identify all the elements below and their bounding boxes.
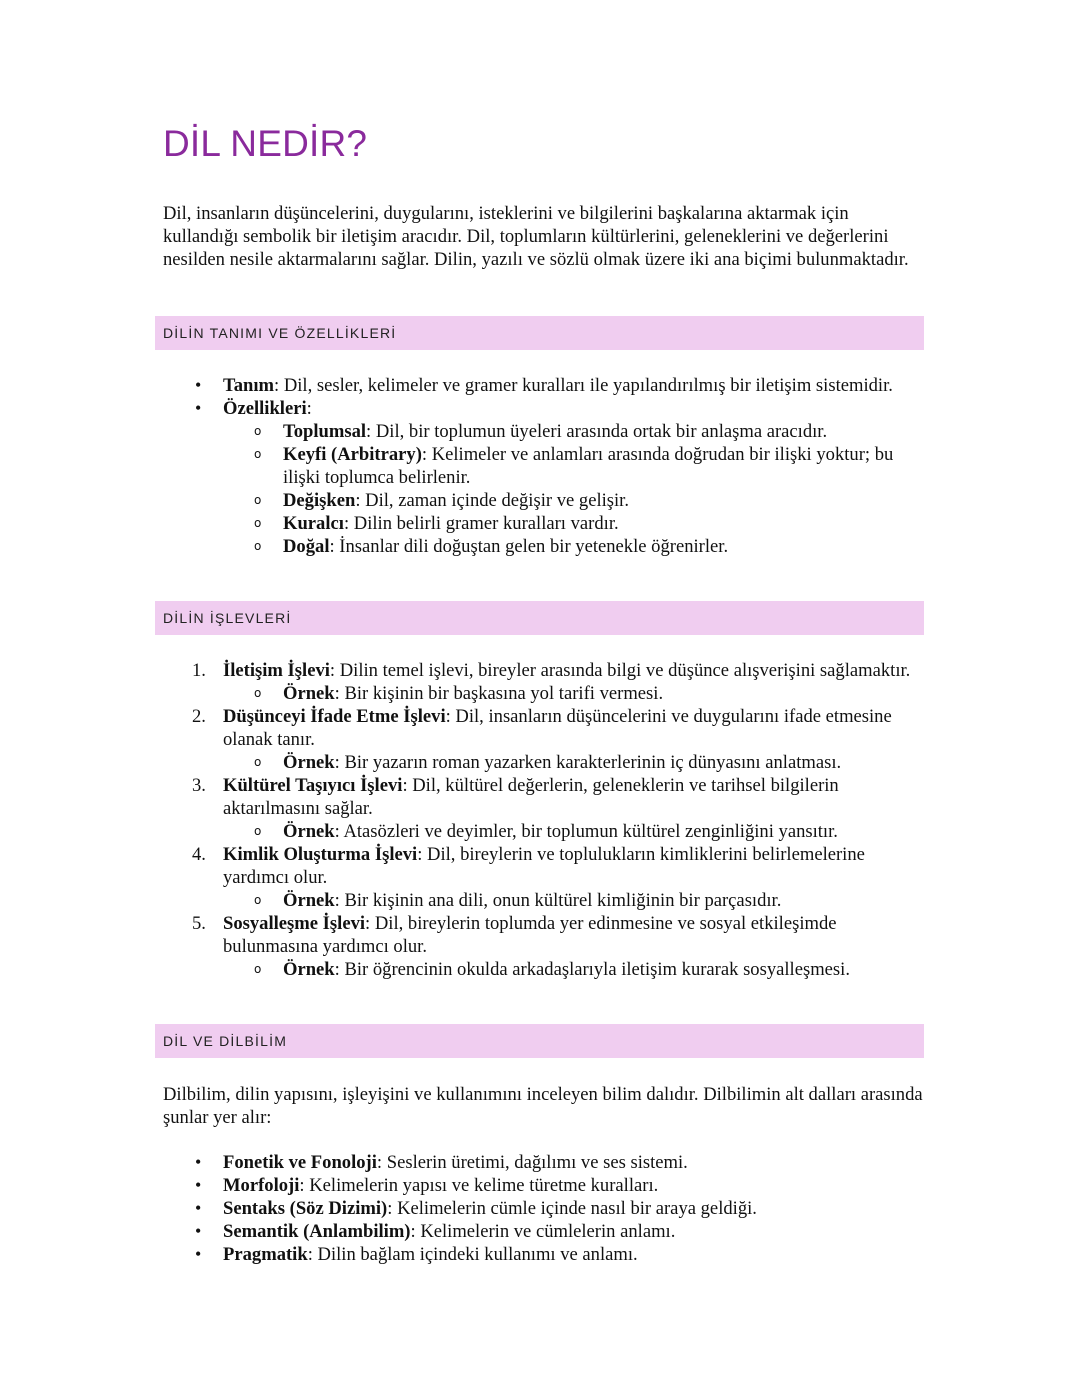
section-heading-band [155, 316, 924, 350]
intro-paragraph: Dil, insanların düşüncelerini, duygularını, isteklerini ve bilgilerini başkalarına aktarmak için kullandığı sembolik bir iletişim aracıdır. Dil, toplumların kültürlerini, geleneklerini ve değerlerini nesilden nesile aktarmalarını sağlar. Dilin, yazılı ve sözlü olmak üzere iki ana biçimi bulunmaktadır. [163, 203, 909, 270]
sub-bullet-marker: o [254, 424, 262, 438]
bullet-marker: • [195, 1198, 202, 1218]
example-sublist [223, 889, 923, 912]
numbered-item [163, 843, 923, 912]
item-number: 4. [192, 844, 206, 865]
sub-bullet-marker: o [254, 962, 262, 976]
example-term: Örnek [283, 821, 335, 842]
example-text: : Atasözleri ve deyimler, bir toplumun kültürel zenginliğini yansıtır. [334, 821, 838, 842]
item-text: : Dil, kültürel değerlerin, geleneklerin ve tarihsel bilgilerin aktarılmasını sağlar. [223, 775, 839, 819]
item-term: Fonetik ve Fonoloji [223, 1152, 377, 1173]
example-item [223, 682, 923, 705]
list-item [163, 374, 923, 397]
item-term: Özellikleri [223, 398, 307, 419]
item-term: Değişken [283, 490, 356, 511]
example-text: : Bir yazarın roman yazarken karakterlerinin iç dünyasını anlatması. [334, 752, 842, 773]
sublist-item [223, 512, 923, 535]
sub-bullet-marker: o [254, 516, 262, 530]
item-term: Pragmatik [223, 1244, 308, 1265]
sub-bullet-marker: o [254, 755, 262, 769]
item-term: Keyfi (Arbitrary) [283, 444, 422, 465]
bullet-marker: • [195, 1221, 202, 1241]
example-sublist [223, 958, 923, 981]
item-term: Doğal [283, 536, 330, 557]
tanim-list [163, 374, 923, 558]
example-term: Örnek [283, 890, 335, 911]
sub-bullet-marker: o [254, 893, 262, 907]
item-text: : Dil, bireylerin toplumda yer edinmesine ve sosyal etkileşimde bulunmasına yardımcı olur. [223, 913, 837, 957]
sub-bullet-marker: o [254, 447, 262, 461]
list-item [163, 1174, 923, 1197]
item-text: : İnsanlar dili doğuştan gelen bir yetenekle öğrenirler. [329, 536, 729, 557]
bullet-marker: • [195, 1152, 202, 1172]
sublist-item [223, 443, 923, 489]
item-text: : Dil, bir toplumun üyeleri arasında ortak bir anlaşma aracıdır. [366, 421, 828, 442]
item-text: : Dilin temel işlevi, bireyler arasında bilgi ve düşünce alışverişini sağlamaktır. [329, 660, 911, 681]
example-item [223, 958, 923, 981]
item-number: 3. [192, 775, 206, 796]
list-item [163, 1151, 923, 1174]
page-title: DİL NEDİR? [163, 123, 368, 164]
section-heading-tanim: DİLİN TANIMI VE ÖZELLİKLERİ [163, 325, 397, 341]
item-number: 2. [192, 706, 206, 727]
item-number: 5. [192, 913, 206, 934]
item-term: Kimlik Oluşturma İşlevi [223, 844, 418, 865]
sublist-item [223, 489, 923, 512]
dilbilim-list [163, 1151, 923, 1266]
item-term: İletişim İşlevi [223, 660, 330, 681]
item-text: : Kelimelerin yapısı ve kelime türetme kuralları. [299, 1175, 659, 1196]
item-number: 1. [192, 660, 206, 681]
list-item [163, 397, 923, 558]
example-term: Örnek [283, 959, 335, 980]
item-term: Düşünceyi İfade Etme İşlevi [223, 706, 446, 727]
example-text: : Bir kişinin ana dili, onun kültürel kimliğinin bir parçasıdır. [334, 890, 782, 911]
islevler-list [163, 659, 923, 981]
item-text: : Dil, sesler, kelimeler ve gramer kuralları ile yapılandırılmış bir iletişim sistemidir. [274, 375, 893, 396]
section-heading-dilbilim: DİL VE DİLBİLİM [163, 1033, 288, 1049]
example-term: Örnek [283, 683, 335, 704]
section-heading-islevler: DİLİN İŞLEVLERİ [163, 610, 292, 626]
sub-bullet-marker: o [254, 493, 262, 507]
item-text: : Dilin belirli gramer kuralları vardır. [343, 513, 619, 534]
list-item [163, 1243, 923, 1266]
item-term: Morfoloji [223, 1175, 300, 1196]
item-text: : Dil, bireylerin ve toplulukların kimliklerini belirlemelerine yardımcı olur. [223, 844, 865, 888]
example-sublist [223, 820, 923, 843]
sublist-item [223, 535, 923, 558]
item-text: : Dil, zaman içinde değişir ve gelişir. [355, 490, 629, 511]
bullet-marker: • [195, 375, 202, 395]
example-text: : Bir öğrencinin okulda arkadaşlarıyla iletişim kurarak sosyalleşmesi. [334, 959, 850, 980]
bullet-marker: • [195, 1175, 202, 1195]
sub-bullet-marker: o [254, 824, 262, 838]
item-term: Tanım [223, 375, 274, 396]
sub-bullet-marker: o [254, 686, 262, 700]
section-heading-band [155, 1024, 924, 1058]
example-item [223, 820, 923, 843]
example-item [223, 889, 923, 912]
item-text: : [306, 398, 312, 419]
features-sublist [223, 420, 923, 558]
item-term: Toplumsal [283, 421, 367, 442]
numbered-item [163, 659, 923, 705]
example-item [223, 751, 923, 774]
item-term: Kuralcı [283, 513, 344, 534]
numbered-item [163, 774, 923, 843]
item-term: Sosyalleşme İşlevi [223, 913, 366, 934]
item-term: Kültürel Taşıyıcı İşlevi [223, 775, 403, 796]
item-text: : Dilin bağlam içindeki kullanımı ve anlamı. [307, 1244, 638, 1265]
list-item [163, 1220, 923, 1243]
example-sublist [223, 682, 923, 705]
example-text: : Bir kişinin bir başkasına yol tarifi vermesi. [334, 683, 664, 704]
item-term: Sentaks (Söz Dizimi) [223, 1198, 388, 1219]
example-term: Örnek [283, 752, 335, 773]
bullet-marker: • [195, 1244, 202, 1264]
section-heading-band [155, 601, 924, 635]
numbered-item [163, 705, 923, 774]
item-term: Semantik (Anlambilim) [223, 1221, 411, 1242]
item-text: : Dil, insanların düşüncelerini ve duygularını ifade etmesine olanak tanır. [223, 706, 892, 750]
numbered-item [163, 912, 923, 981]
dilbilim-intro-paragraph: Dilbilim, dilin yapısını, işleyişini ve kullanımını inceleyen bilim dalıdır. Dilbilimin alt dalları arasında şunlar yer alır: [163, 1084, 923, 1128]
item-text: : Kelimelerin cümle içinde nasıl bir araya geldiği. [387, 1198, 757, 1219]
item-text: : Kelimeler ve anlamları arasında doğrudan bir ilişki yoktur; bu ilişki toplumca belirlenir. [283, 444, 894, 488]
item-text: : Kelimelerin ve cümlelerin anlamı. [410, 1221, 676, 1242]
bullet-marker: • [195, 398, 202, 418]
sublist-item [223, 420, 923, 443]
example-sublist [223, 751, 923, 774]
sub-bullet-marker: o [254, 539, 262, 553]
list-item [163, 1197, 923, 1220]
item-text: : Seslerin üretimi, dağılımı ve ses sistemi. [376, 1152, 688, 1173]
